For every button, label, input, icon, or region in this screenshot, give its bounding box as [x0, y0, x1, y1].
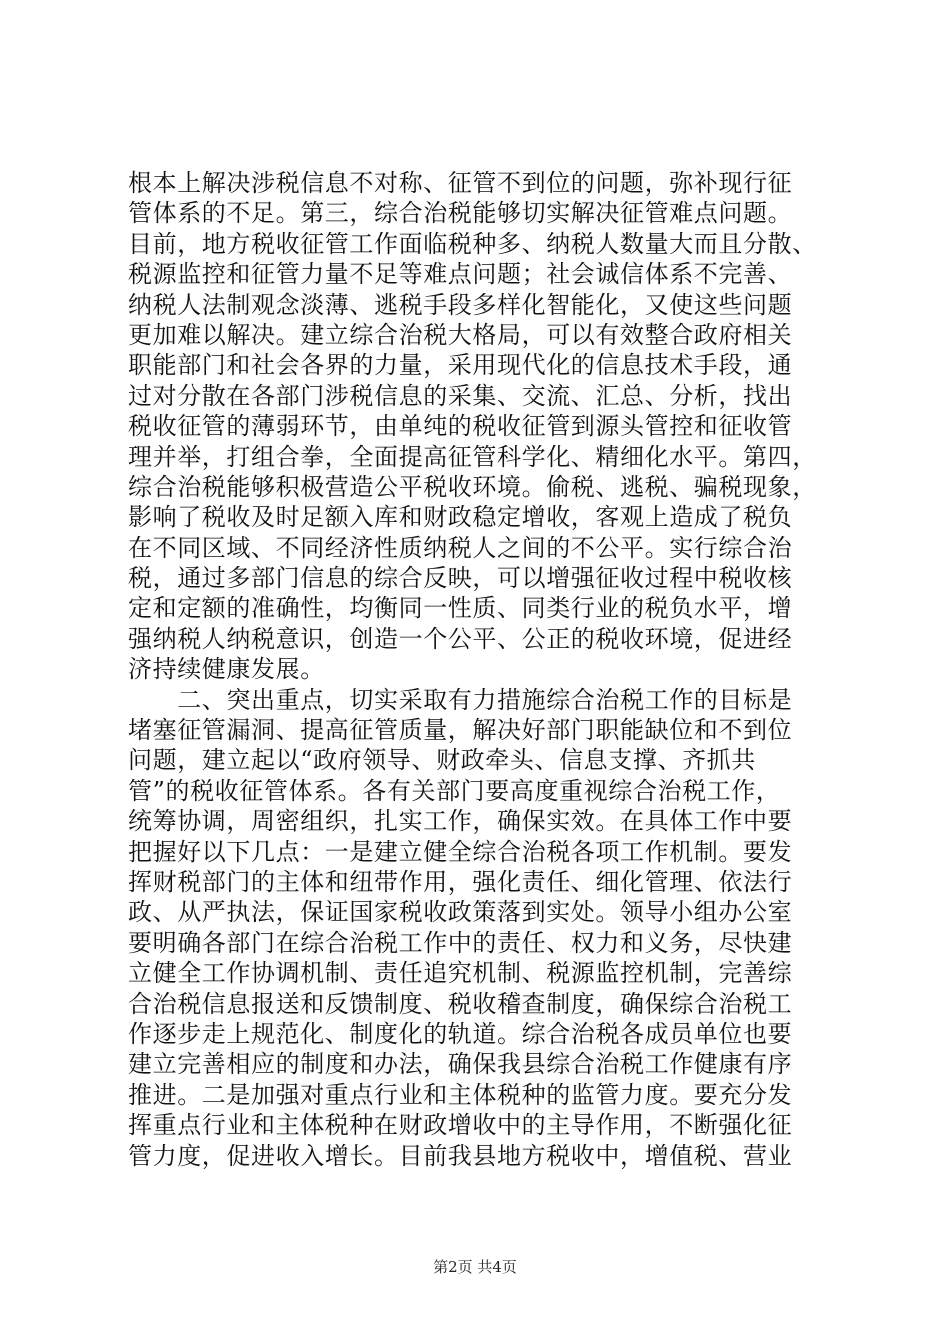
text-line: 把握好以下几点：一是建立健全综合治税各项工作机制。要发	[128, 837, 793, 866]
text-line: 堵塞征管漏洞、提高征管质量，解决好部门职能缺位和不到位	[128, 716, 793, 745]
text-line: 税收征管的薄弱环节，由单纯的税收征管到源头管控和征收管	[128, 412, 793, 441]
text-line: 济持续健康发展。	[128, 655, 325, 684]
text-line: 挥财税部门的主体和纽带作用，强化责任、细化管理、依法行	[128, 867, 793, 896]
text-line: 税，通过多部门信息的综合反映，可以增强征收过程中税收核	[128, 564, 793, 593]
text-line: 定和定额的准确性，均衡同一性质、同类行业的税负水平，增	[128, 594, 793, 623]
text-line: 纳税人法制观念淡薄、逃税手段多样化智能化，又使这些问题	[128, 290, 793, 319]
text-line: 推进。二是加强对重点行业和主体税种的监管力度。要充分发	[128, 1080, 793, 1109]
text-line: 统筹协调，周密组织，扎实工作，确保实效。在具体工作中要	[128, 807, 793, 836]
text-line: 在不同区域、不同经济性质纳税人之间的不公平。实行综合治	[128, 533, 793, 562]
text-line: 管体系的不足。第三，综合治税能够切实解决征管难点问题。	[128, 199, 793, 228]
text-line: 过对分散在各部门涉税信息的采集、交流、汇总、分析，找出	[128, 381, 793, 410]
text-line: 管力度，促进收入增长。目前我县地方税收中，增值税、营业	[128, 1141, 793, 1170]
text-line: 问题，建立起以“政府领导、财政牵头、信息支撑、齐抓共	[128, 746, 756, 775]
text-line: 税源监控和征管力量不足等难点问题；社会诚信体系不完善、	[128, 260, 793, 289]
text-line: 二、突出重点，切实采取有力措施综合治税工作的目标是	[128, 685, 793, 714]
text-line: 影响了税收及时足额入库和财政稳定增收，客观上造成了税负	[128, 503, 793, 532]
text-line: 根本上解决涉税信息不对称、征管不到位的问题，弥补现行征	[128, 169, 793, 197]
text-line: 要明确各部门在综合治税工作中的责任、权力和义务，尽快建	[128, 928, 793, 957]
text-line: 强纳税人纳税意识，创造一个公平、公正的税收环境，促进经	[128, 624, 793, 653]
text-line: 立健全工作协调机制、责任追究机制、税源监控机制，完善综	[128, 959, 793, 988]
text-line: 建立完善相应的制度和办法，确保我县综合治税工作健康有序	[128, 1050, 793, 1079]
text-line: 挥重点行业和主体税种在财政增收中的主导作用，不断强化征	[128, 1111, 793, 1140]
text-line: 政、从严执法，保证国家税收政策落到实处。领导小组办公室	[128, 898, 793, 927]
text-line: 理并举，打组合拳，全面提高征管科学化、精细化水平。第四，	[128, 442, 817, 471]
text-line: 职能部门和社会各界的力量，采用现代化的信息技术手段，通	[128, 351, 793, 380]
text-line: 管”的税收征管体系。各有关部门要高度重视综合治税工作，	[128, 776, 781, 805]
text-line: 综合治税能够积极营造公平税收环境。偷税、逃税、骗税现象，	[128, 472, 817, 501]
text-line: 更加难以解决。建立综合治税大格局，可以有效整合政府相关	[128, 320, 793, 349]
text-line: 作逐步走上规范化、制度化的轨道。综合治税各成员单位也要	[128, 1019, 793, 1048]
page-number-label: 第2页 共4页	[433, 1258, 517, 1276]
document-body	[128, 168, 848, 1171]
text-line: 目前，地方税收征管工作面临税种多、纳税人数量大而且分散、	[128, 229, 817, 258]
text-line: 合治税信息报送和反馈制度、税收稽查制度，确保综合治税工	[128, 989, 793, 1018]
page-footer	[0, 1257, 950, 1277]
